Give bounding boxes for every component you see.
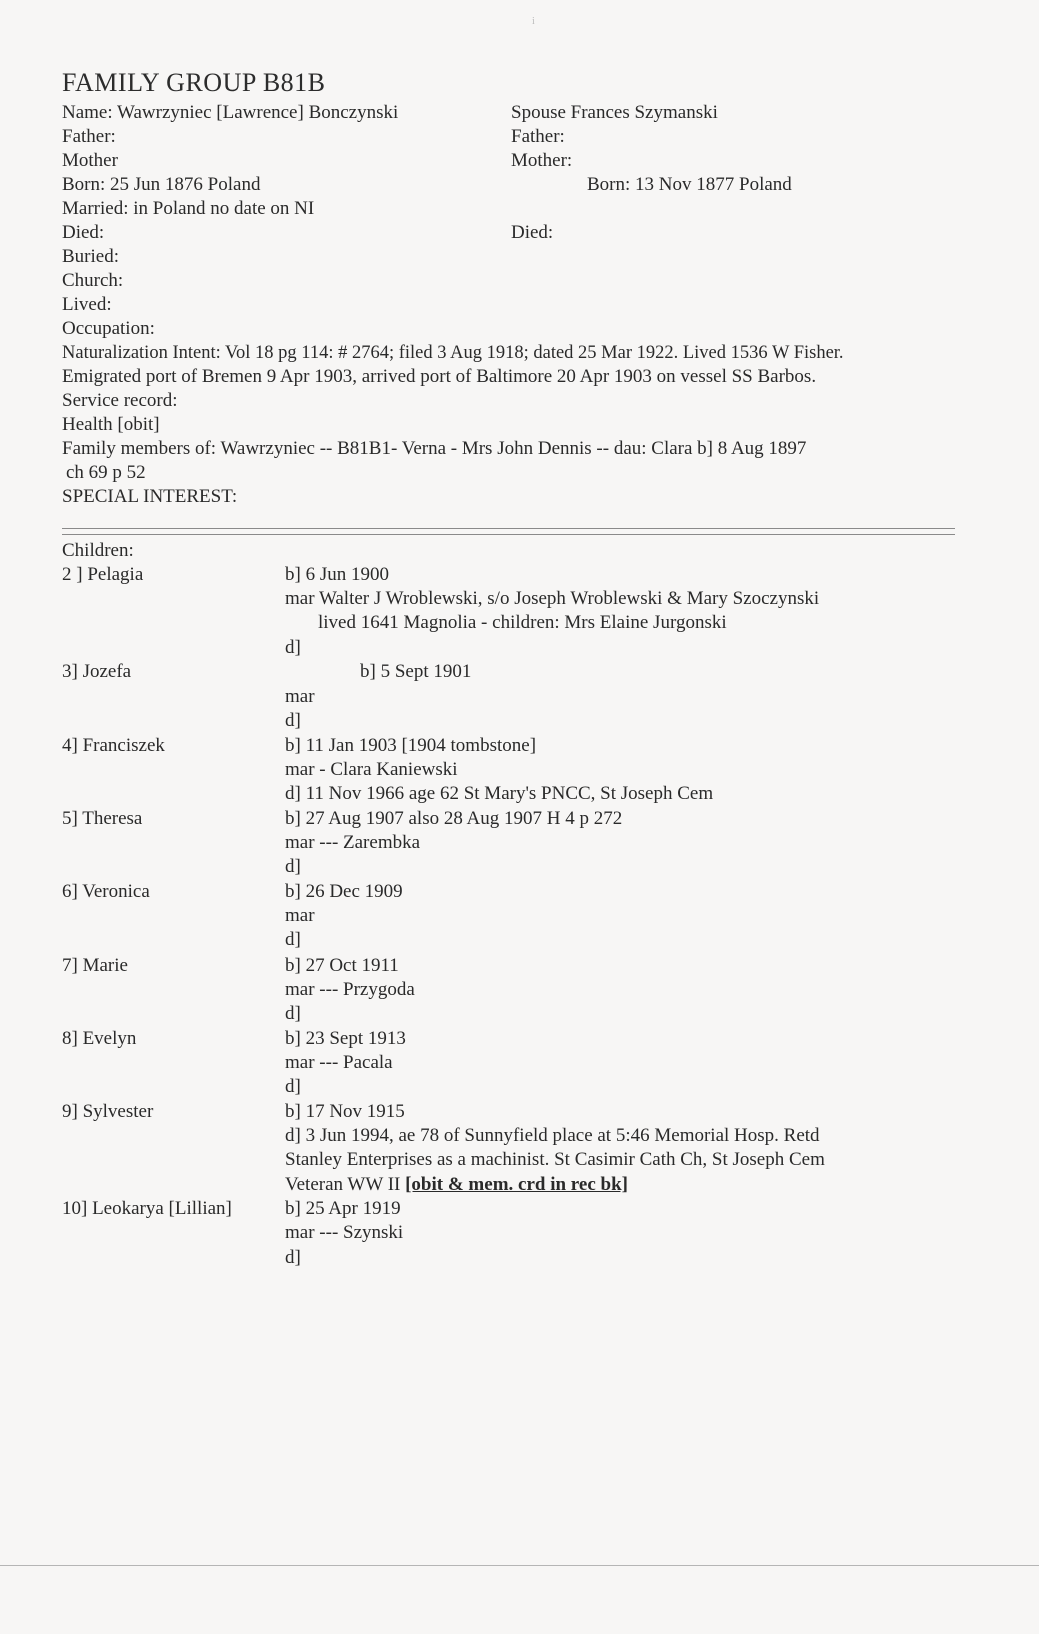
husband-died: Died: <box>62 222 105 243</box>
child-born: b] 27 Oct 1911 <box>285 955 399 976</box>
child-died: d] <box>285 929 301 950</box>
spouse-born: Born: 13 Nov 1877 Poland <box>587 174 792 195</box>
spouse-mother: Mother: <box>511 150 573 171</box>
husband-lived: Lived: <box>62 294 112 315</box>
child-married: mar - Clara Kaniewski <box>285 759 458 780</box>
child-died: d] <box>285 1076 301 1097</box>
double-separator <box>62 528 955 535</box>
child-died-note: Stanley Enterprises as a machinist. St Casimir Cath Ch, St Joseph Cem <box>285 1149 825 1170</box>
child-name: 9] Sylvester <box>62 1101 154 1122</box>
child-born: b] 27 Aug 1907 also 28 Aug 1907 H 4 p 272 <box>285 808 623 829</box>
child-name: 2 ] Pelagia <box>62 564 144 585</box>
husband-buried: Buried: <box>62 246 119 267</box>
child-born: b] 17 Nov 1915 <box>285 1101 405 1122</box>
child-married: mar --- Szynski <box>285 1222 404 1243</box>
scan-mark: i <box>532 16 535 27</box>
child-name: 6] Veronica <box>62 881 150 902</box>
health: Health [obit] <box>62 414 160 435</box>
child-born: b] 5 Sept 1901 <box>360 661 472 682</box>
child-died: d] <box>285 856 301 877</box>
child-died: d] <box>285 710 301 731</box>
child-lived: lived 1641 Magnolia - children: Mrs Elaine Jurgonski <box>318 612 727 633</box>
child-name: 7] Marie <box>62 955 128 976</box>
child-married: mar <box>285 686 315 707</box>
child-married: mar Walter J Wroblewski, s/o Joseph Wroblewski & Mary Szoczynski <box>285 588 820 609</box>
child-born: b] 25 Apr 1919 <box>285 1198 401 1219</box>
child-born: b] 23 Sept 1913 <box>285 1028 406 1049</box>
child-died: d] <box>285 637 301 658</box>
child-married: mar --- Przygoda <box>285 979 415 1000</box>
husband-occupation: Occupation: <box>62 318 155 339</box>
spouse-died: Died: <box>511 222 554 243</box>
child-married: mar --- Pacala <box>285 1052 393 1073</box>
child-died: d] <box>285 1003 301 1024</box>
veteran-text: Veteran WW II <box>285 1174 406 1195</box>
child-died: d] 11 Nov 1966 age 62 St Mary's PNCC, St Joseph Cem <box>285 783 714 804</box>
child-born: b] 6 Jun 1900 <box>285 564 389 585</box>
child-died: d] 3 Jun 1994, ae 78 of Sunnyfield place at 5:46 Memorial Hosp. Retd <box>285 1125 820 1146</box>
child-married: mar --- Zarembka <box>285 832 421 853</box>
husband-mother: Mother <box>62 150 118 171</box>
husband-church: Church: <box>62 270 124 291</box>
child-veteran-note <box>285 1174 628 1196</box>
child-died: d] <box>285 1247 301 1268</box>
naturalization-line: Naturalization Intent: Vol 18 pg 114: # 2764; filed 3 Aug 1918; dated 25 Mar 1922. Lived 1536 W Fisher. <box>62 343 844 363</box>
husband-born: Born: 25 Jun 1876 Poland <box>62 174 261 195</box>
family-members: Family members of: Wawrzyniec -- B81B1- Verna - Mrs John Dennis -- dau: Clara b] 8 Aug 1897 <box>62 438 807 459</box>
child-married: mar <box>285 905 315 926</box>
child-born: b] 11 Jan 1903 [1904 tombstone] <box>285 735 537 756</box>
page-title: FAMILY GROUP B81B <box>62 68 326 97</box>
spouse-father: Father: <box>511 126 565 147</box>
service-record: Service record: <box>62 390 178 411</box>
special-interest: SPECIAL INTEREST: <box>62 486 238 507</box>
child-born: b] 26 Dec 1909 <box>285 881 403 902</box>
family-members-ref: ch 69 p 52 <box>66 462 146 483</box>
bottom-scan-edge <box>0 1565 1039 1566</box>
child-name: 4] Franciszek <box>62 735 165 756</box>
child-name: 8] Evelyn <box>62 1028 137 1049</box>
child-name: 10] Leokarya [Lillian] <box>62 1198 232 1219</box>
obit-reference-link[interactable]: [obit & mem. crd in rec bk] <box>405 1174 628 1195</box>
husband-father: Father: <box>62 126 116 147</box>
husband-name: Name: Wawrzyniec [Lawrence] Bonczynski <box>62 102 399 123</box>
spouse-name: Spouse Frances Szymanski <box>511 102 718 123</box>
emigrated-line: Emigrated port of Bremen 9 Apr 1903, arrived port of Baltimore 20 Apr 1903 on vessel SS Barbos. <box>62 366 817 387</box>
child-name: 5] Theresa <box>62 808 143 829</box>
child-name: 3] Jozefa <box>62 661 132 682</box>
husband-married: Married: in Poland no date on NI <box>62 198 315 219</box>
children-label: Children: <box>62 540 134 561</box>
